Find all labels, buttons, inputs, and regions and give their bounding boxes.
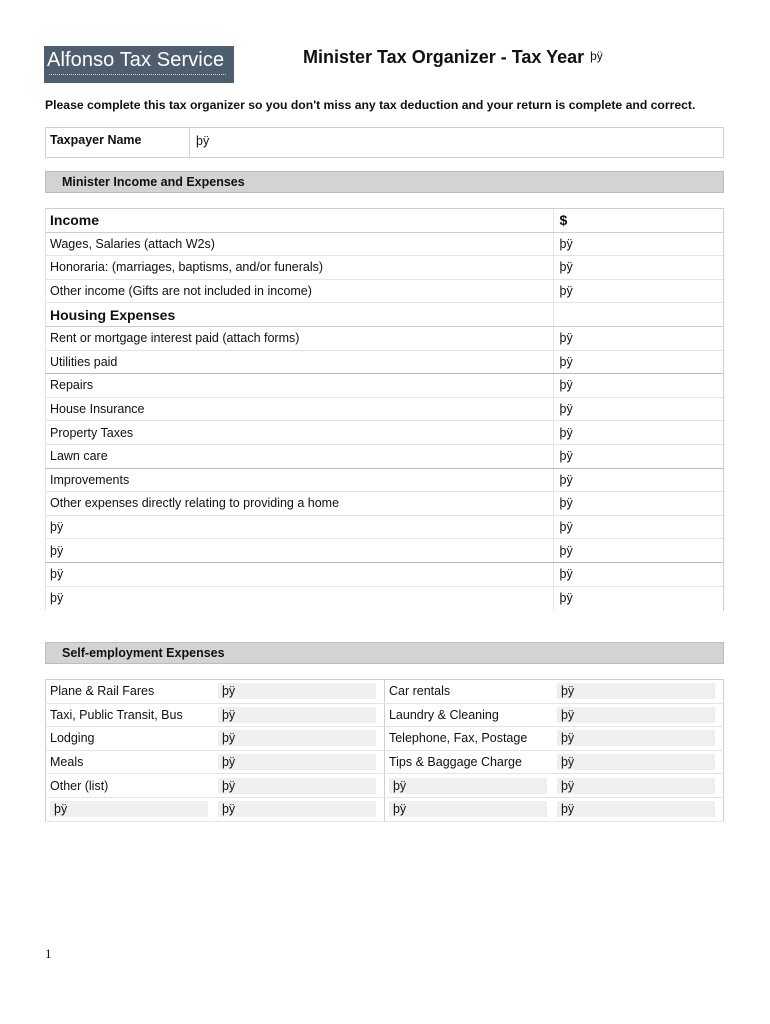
amount-field[interactable]: þÿ [553, 279, 724, 303]
label-cell [384, 797, 552, 821]
table-row [46, 797, 724, 821]
row-label: Honoraria: (marriages, baptisms, and/or funerals) [46, 256, 554, 280]
income-header-row [46, 209, 725, 233]
other-expense-field[interactable]: þÿ [46, 562, 554, 586]
row-label: Taxi, Public Transit, Bus [46, 703, 214, 727]
other-expense-field[interactable]: þÿ [50, 801, 208, 817]
row-label: Improvements [46, 468, 554, 492]
row-label: Plane & Rail Fares [46, 680, 214, 704]
housing-header-row [46, 303, 725, 327]
amount-field[interactable]: þÿ [553, 515, 724, 539]
row-label: Other income (Gifts are not included in income) [46, 279, 554, 303]
value-cell [553, 774, 724, 798]
amount-field[interactable]: þÿ [218, 683, 376, 699]
row-label: Telephone, Fax, Postage [384, 727, 552, 751]
other-expense-field[interactable]: þÿ [389, 801, 547, 817]
taxpayer-name-field[interactable]: þÿ [196, 134, 210, 148]
section-header-minister: Minister Income and Expenses [45, 171, 724, 193]
table-row [46, 492, 725, 516]
table-row [46, 397, 725, 421]
row-label: Other expenses directly relating to providing a home [46, 492, 554, 516]
other-expense-field[interactable]: þÿ [46, 586, 554, 610]
logo-underline [49, 74, 226, 77]
taxpayer-name-row [45, 127, 724, 158]
amount-field[interactable]: þÿ [553, 256, 724, 280]
label-cell [46, 797, 214, 821]
row-label: Property Taxes [46, 421, 554, 445]
row-label: Meals [46, 750, 214, 774]
other-expense-field[interactable]: þÿ [389, 778, 547, 794]
row-label: Car rentals [384, 680, 552, 704]
other-expense-field[interactable]: þÿ [46, 539, 554, 563]
amount-field[interactable]: þÿ [553, 374, 724, 398]
amount-field[interactable]: þÿ [557, 778, 715, 794]
amount-field[interactable]: þÿ [557, 754, 715, 770]
taxpayer-name-label: Taxpayer Name [50, 133, 142, 147]
table-row [46, 515, 725, 539]
table-row [46, 421, 725, 445]
table-row [46, 774, 724, 798]
amount-field[interactable]: þÿ [553, 421, 724, 445]
amount-field[interactable]: þÿ [557, 730, 715, 746]
row-label: Utilities paid [46, 350, 554, 374]
value-cell [553, 797, 724, 821]
section-header-self-employment: Self-employment Expenses [45, 642, 724, 664]
amount-header-empty [553, 303, 724, 327]
table-row [46, 256, 725, 280]
amount-field[interactable]: þÿ [553, 444, 724, 468]
amount-header: $ [553, 209, 724, 233]
amount-field[interactable]: þÿ [218, 754, 376, 770]
table-row [46, 468, 725, 492]
amount-field[interactable]: þÿ [553, 562, 724, 586]
page-number: 1 [45, 946, 52, 961]
table-row [46, 703, 724, 727]
amount-field[interactable]: þÿ [553, 539, 724, 563]
table-row [46, 232, 725, 256]
value-cell [214, 727, 385, 751]
table-row [46, 727, 724, 751]
amount-field[interactable]: þÿ [557, 801, 715, 817]
row-label: Other (list) [46, 774, 214, 798]
amount-field[interactable]: þÿ [553, 397, 724, 421]
row-label: Repairs [46, 374, 554, 398]
divider [189, 128, 190, 157]
row-label: Wages, Salaries (attach W2s) [46, 232, 554, 256]
table-row [46, 279, 725, 303]
amount-field[interactable]: þÿ [557, 683, 715, 699]
row-label: Laundry & Cleaning [384, 703, 552, 727]
value-cell [553, 750, 724, 774]
value-cell [214, 774, 385, 798]
amount-field[interactable]: þÿ [218, 778, 376, 794]
intro-text: Please complete this tax organizer so you don't miss any tax deduction and your return is complete and correct. [45, 98, 696, 112]
minister-income-table [45, 208, 724, 610]
title-text: Minister Tax Organizer - Tax Year [303, 47, 585, 67]
amount-field[interactable]: þÿ [553, 468, 724, 492]
value-cell [553, 703, 724, 727]
company-logo [44, 46, 234, 83]
table-row [46, 444, 725, 468]
tax-year-field[interactable]: þÿ [590, 49, 603, 63]
amount-field[interactable]: þÿ [553, 492, 724, 516]
table-right-border [723, 208, 724, 611]
row-label: Lodging [46, 727, 214, 751]
value-cell [214, 703, 385, 727]
table-row [46, 350, 725, 374]
amount-field[interactable]: þÿ [218, 730, 376, 746]
amount-field[interactable]: þÿ [553, 232, 724, 256]
label-cell [384, 774, 552, 798]
value-cell [553, 680, 724, 704]
value-cell [214, 680, 385, 704]
row-label: Tips & Baggage Charge [384, 750, 552, 774]
value-cell [553, 727, 724, 751]
table-row [46, 562, 725, 586]
table-row [46, 326, 725, 350]
table-row [46, 750, 724, 774]
table-row [46, 374, 725, 398]
value-cell [214, 750, 385, 774]
row-label: Lawn care [46, 444, 554, 468]
income-header: Income [46, 209, 554, 233]
table-row [46, 680, 724, 704]
value-cell [214, 797, 385, 821]
housing-header: Housing Expenses [46, 303, 554, 327]
amount-field[interactable]: þÿ [557, 707, 715, 723]
page-title [303, 47, 603, 68]
table-row [46, 586, 725, 610]
row-label: House Insurance [46, 397, 554, 421]
amount-field[interactable]: þÿ [218, 707, 376, 723]
amount-field[interactable]: þÿ [553, 350, 724, 374]
table-row [46, 539, 725, 563]
logo-text: Alfonso Tax Service [47, 49, 225, 71]
amount-field[interactable]: þÿ [218, 801, 376, 817]
self-employment-table [45, 679, 724, 822]
amount-field[interactable]: þÿ [553, 586, 724, 610]
row-label: Rent or mortgage interest paid (attach forms) [46, 326, 554, 350]
amount-field[interactable]: þÿ [553, 326, 724, 350]
other-expense-field[interactable]: þÿ [46, 515, 554, 539]
